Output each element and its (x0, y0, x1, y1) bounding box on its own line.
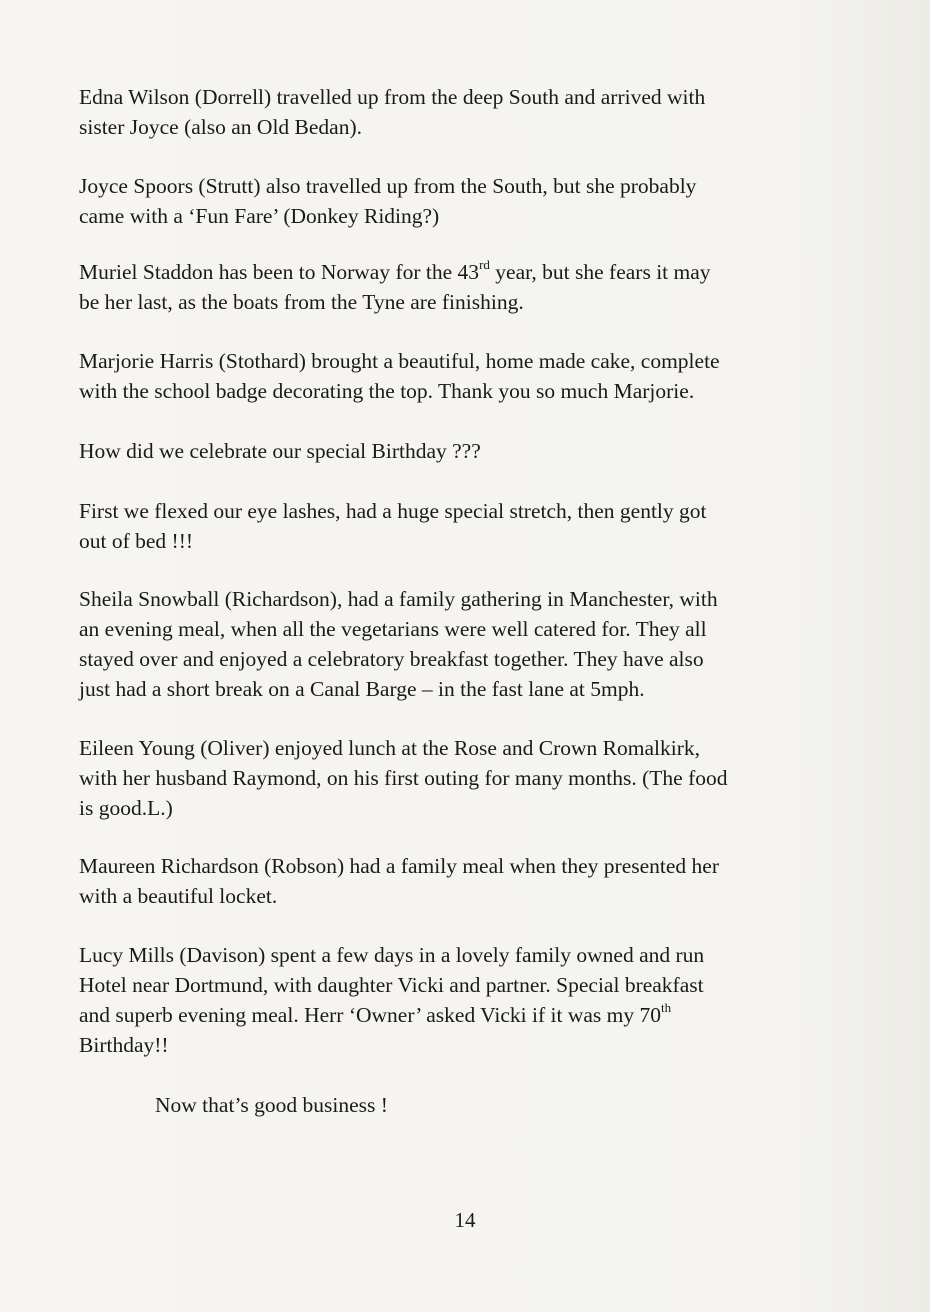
text-line (79, 1000, 879, 1030)
text-line: just had a short break on a Canal Barge – in the fast lane at 5mph. (79, 677, 645, 701)
paragraph-sheila (79, 584, 879, 704)
paragraph-first (79, 496, 879, 556)
text-line: an evening meal, when all the vegetarians were well catered for. They all (79, 617, 707, 641)
ordinal-suffix: th (661, 999, 672, 1015)
paragraph-muriel (79, 257, 879, 317)
text-line: Eileen Young (Oliver) enjoyed lunch at the Rose and Crown Romalkirk, (79, 736, 701, 760)
text-line: Birthday!! (79, 1033, 169, 1057)
text-line: First we flexed our eye lashes, had a huge special stretch, then gently got (79, 499, 707, 523)
page-number: 14 (454, 1208, 476, 1232)
text-line: Edna Wilson (Dorrell) travelled up from the deep South and arrived with (79, 85, 706, 109)
paragraph-edna (79, 82, 879, 142)
text-line: Hotel near Dortmund, with daughter Vicki and partner. Special breakfast (79, 973, 704, 997)
text-line: be her last, as the boats from the Tyne are finishing. (79, 290, 524, 314)
text-segment: Muriel Staddon has been to Norway for the 43 (79, 260, 480, 284)
paragraph-maureen (79, 851, 879, 911)
paragraph-marjorie (79, 346, 879, 406)
text-line: Lucy Mills (Davison) spent a few days in a lovely family owned and run (79, 943, 705, 967)
ordinal-suffix: rd (479, 256, 490, 272)
paragraph-eileen (79, 733, 879, 823)
text-segment: year, but she fears it may (489, 260, 711, 284)
text-line (79, 257, 879, 287)
text-line: with the school badge decorating the top. Thank you so much Marjorie. (79, 379, 695, 403)
text-line: out of bed !!! (79, 529, 194, 553)
text-line: Now that’s good business ! (155, 1093, 388, 1117)
text-line: Marjorie Harris (Stothard) brought a beautiful, home made cake, complete (79, 349, 720, 373)
paragraph-lucy (79, 940, 879, 1060)
text-line: came with a ‘Fun Fare’ (Donkey Riding?) (79, 204, 440, 228)
paragraph-question (79, 436, 879, 466)
text-line: Maureen Richardson (Robson) had a family meal when they presented her (79, 854, 720, 878)
text-line: with her husband Raymond, on his first outing for many months. (The food (79, 766, 728, 790)
text-line: sister Joyce (also an Old Bedan). (79, 115, 363, 139)
text-segment: and superb evening meal. Herr ‘Owner’ asked Vicki if it was my 70 (79, 1003, 662, 1027)
text-line: How did we celebrate our special Birthday ??? (79, 439, 481, 463)
text-line: stayed over and enjoyed a celebratory breakfast together. They have also (79, 647, 704, 671)
paragraph-joyce (79, 171, 879, 231)
text-line: Sheila Snowball (Richardson), had a family gathering in Manchester, with (79, 587, 718, 611)
text-line: Joyce Spoors (Strutt) also travelled up from the South, but she probably (79, 174, 697, 198)
text-line: with a beautiful locket. (79, 884, 278, 908)
paragraph-closing (155, 1090, 930, 1120)
text-line: is good.L.) (79, 796, 173, 820)
